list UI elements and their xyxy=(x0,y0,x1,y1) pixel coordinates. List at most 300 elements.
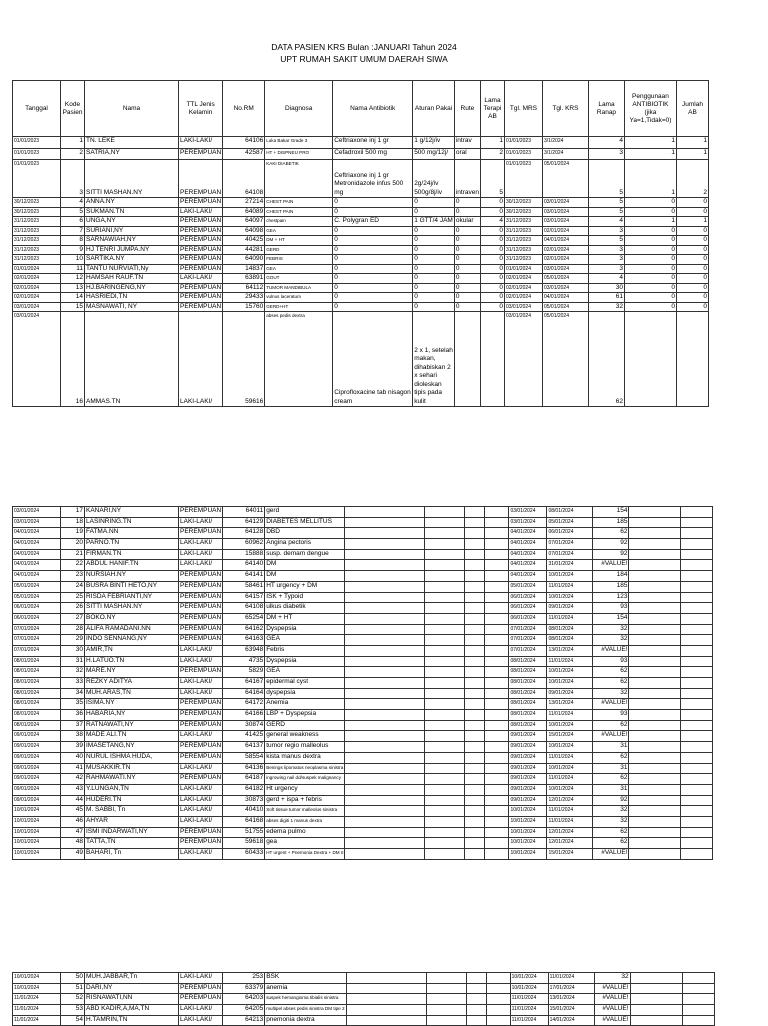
cell-aturan-pakai: 0 xyxy=(413,283,455,293)
cell-kode-pasien: 26 xyxy=(61,603,85,614)
cell-lama-terapi xyxy=(485,774,509,785)
cell-diagnosa: DM + HT xyxy=(265,236,333,246)
cell-tanggal: 03/01/2024 xyxy=(13,302,61,312)
table-row xyxy=(13,784,713,795)
cell-tgl-krs: 12/01/2024 xyxy=(547,795,593,806)
cell-tgl-krs: 11/01/2024 xyxy=(547,710,593,721)
cell-tgl-mrs: 06/01/2024 xyxy=(509,603,547,614)
cell-kode-pasien: 16 xyxy=(61,312,85,407)
cell-aturan-pakai: 0 xyxy=(413,236,455,246)
table-row xyxy=(13,592,713,603)
table-row xyxy=(13,667,713,678)
cell-no-rm: 64089 xyxy=(223,207,265,217)
table-row xyxy=(13,973,715,984)
cell-tgl-mrs: 08/01/2024 xyxy=(509,678,547,689)
cell-jenis-kelamin: PEREMPUAN xyxy=(180,217,222,224)
cell-tgl-krs: 11/01/2024 xyxy=(548,973,594,984)
cell-tgl-krs: 09/01/2024 xyxy=(547,603,593,614)
cell-nama-antibiotik xyxy=(345,667,425,678)
cell-kode-pasien: 3 xyxy=(61,160,85,198)
cell-diagnosa: GERD xyxy=(265,245,333,255)
cell-tanggal: 31/12/2023 xyxy=(13,226,61,236)
cell-no-rm: 64168 xyxy=(223,816,265,827)
cell-tgl-mrs: 11/01/2024 xyxy=(510,1015,548,1026)
cell-penggunaan-ab: 0 xyxy=(624,283,676,293)
cell-no-rm: 64098 xyxy=(223,226,265,236)
cell-rute: okular xyxy=(454,217,480,227)
cell-jenis-kelamin: PEREMPUAN xyxy=(179,774,223,785)
cell-lama-terapi xyxy=(485,571,509,582)
cell-penggunaan-ab xyxy=(629,656,681,667)
table-row xyxy=(13,255,709,265)
cell-nama-antibiotik: 0 xyxy=(333,293,413,303)
cell-rute xyxy=(465,517,485,528)
cell-no-rm: 29433 xyxy=(223,293,265,303)
cell-aturan-pakai: 0 xyxy=(413,264,455,274)
table-row xyxy=(13,236,709,246)
cell-nama: FIRMAN.TN xyxy=(85,549,179,560)
cell-lama-terapi: 0 xyxy=(480,245,504,255)
cell-nama: HJ.BARINGENG,NY xyxy=(85,283,179,293)
cell-nama-antibiotik xyxy=(346,994,426,1005)
cell-penggunaan-ab xyxy=(629,849,681,860)
cell-jenis-kelamin: LAKI-LAKI/ xyxy=(179,816,223,827)
cell-penggunaan-ab xyxy=(629,763,681,774)
cell-rute xyxy=(465,795,485,806)
cell-nama-antibiotik xyxy=(345,571,425,582)
cell-nama-antibiotik xyxy=(345,624,425,635)
cell-rute xyxy=(466,973,486,984)
cell-penggunaan-ab xyxy=(629,827,681,838)
table-row xyxy=(13,264,709,274)
cell-lama-ranap: 3 xyxy=(588,264,624,274)
cell-no-rm: 64187 xyxy=(223,774,265,785)
cell-nama-antibiotik xyxy=(345,688,425,699)
cell-nama-antibiotik xyxy=(345,635,425,646)
table-row xyxy=(13,302,709,312)
cell-nama: HAMSAH RAUF.TN xyxy=(85,274,179,284)
cell-rute xyxy=(465,507,485,518)
cell-kode-pasien: 46 xyxy=(61,816,85,827)
cell-rute xyxy=(465,731,485,742)
cell-lama-ranap: 3 xyxy=(588,149,624,160)
cell-aturan-pakai xyxy=(425,774,465,785)
cell-rute xyxy=(465,624,485,635)
cell-tanggal: 07/01/2024 xyxy=(13,635,61,646)
cell-tanggal: 09/01/2024 xyxy=(13,795,61,806)
cell-jumlah-ab: 0 xyxy=(676,226,708,236)
cell-penggunaan-ab: 0 xyxy=(624,236,676,246)
cell-diagnosa: anemia xyxy=(265,983,346,994)
cell-penggunaan-ab xyxy=(629,699,681,710)
table-row xyxy=(13,624,713,635)
cell-tgl-mrs: 06/01/2024 xyxy=(509,613,547,624)
cell-tgl-krs: 03/01/2024 xyxy=(542,198,588,208)
cell-tanggal: 05/01/2024 xyxy=(13,581,61,592)
cell-tgl-krs: 04/01/2024 xyxy=(542,236,588,246)
cell-lama-terapi xyxy=(485,720,509,731)
cell-nama-antibiotik xyxy=(345,827,425,838)
cell-no-rm: 30874 xyxy=(223,720,265,731)
cell-tanggal: 08/01/2024 xyxy=(13,667,61,678)
cell-tgl-mrs: 10/01/2024 xyxy=(509,838,547,849)
cell-jenis-kelamin: LAKI-LAKI/ xyxy=(179,645,223,656)
cell-kode-pasien: 30 xyxy=(61,645,85,656)
cell-rute: oral xyxy=(454,149,480,160)
cell-penggunaan-ab xyxy=(629,603,681,614)
cell-tgl-mrs: 05/01/2024 xyxy=(509,581,547,592)
cell-tanggal: 08/01/2024 xyxy=(13,710,61,721)
cell-tgl-krs: 03/01/2024 xyxy=(542,217,588,227)
cell-aturan-pakai xyxy=(426,983,466,994)
cell-jenis-kelamin: PEREMPUAN xyxy=(179,720,223,731)
cell-diagnosa: HT urgency + DM xyxy=(265,581,345,592)
cell-nama: SITTI MASHAN.NY xyxy=(85,603,179,614)
cell-tgl-mrs: 31/12/2023 xyxy=(504,236,542,246)
cell-lama-ranap: 123 xyxy=(593,592,629,603)
cell-nama-antibiotik: 0 xyxy=(333,226,413,236)
table-row xyxy=(13,795,713,806)
column-header-rute: Rute xyxy=(454,81,480,137)
cell-nama-antibiotik xyxy=(345,784,425,795)
cell-nama-antibiotik xyxy=(345,763,425,774)
cell-tanggal: 02/01/2024 xyxy=(13,293,61,303)
cell-lama-terapi xyxy=(485,635,509,646)
cell-lama-terapi: 4 xyxy=(480,217,504,227)
cell-tgl-mrs: 03/01/2024 xyxy=(509,507,547,518)
cell-rute xyxy=(465,849,485,860)
cell-tanggal: 08/01/2024 xyxy=(13,678,61,689)
cell-jenis-kelamin: PEREMPUAN xyxy=(179,149,223,160)
cell-diagnosa: abses digiti 1 manus dextra xyxy=(265,816,345,827)
cell-tanggal: 01/01/2024 xyxy=(13,264,61,274)
cell-diagnosa: chestpain xyxy=(265,217,333,227)
cell-aturan-pakai xyxy=(425,539,465,550)
cell-nama-antibiotik: Ceftriaxone inj 1 gr Metronidazole infus 500 mg xyxy=(333,160,413,198)
table-row xyxy=(13,1015,715,1026)
cell-kode-pasien: 52 xyxy=(61,994,85,1005)
cell-diagnosa: Angina pectoris xyxy=(265,539,345,550)
cell-lama-terapi: 0 xyxy=(480,226,504,236)
cell-tanggal: 04/01/2024 xyxy=(13,549,61,560)
cell-jumlah-ab xyxy=(681,699,713,710)
cell-diagnosa: Anemia xyxy=(265,699,345,710)
cell-tanggal: 09/01/2024 xyxy=(13,731,61,742)
cell-jumlah-ab: 0 xyxy=(676,302,708,312)
cell-rute: 0 xyxy=(454,236,480,246)
cell-aturan-pakai: 0 xyxy=(413,207,455,217)
table-row xyxy=(13,774,713,785)
cell-nama: ISMI INDARWATI,NY xyxy=(85,827,179,838)
cell-nama-antibiotik xyxy=(346,1015,426,1026)
cell-jenis-kelamin: LAKI-LAKI/ xyxy=(179,560,223,571)
cell-diagnosa: gea xyxy=(265,838,345,849)
cell-no-rm: 64213 xyxy=(223,1015,265,1026)
cell-kode-pasien: 27 xyxy=(61,613,85,624)
cell-tgl-mrs: 08/01/2024 xyxy=(509,699,547,710)
cell-penggunaan-ab xyxy=(630,994,682,1005)
cell-jenis-kelamin: LAKI-LAKI/ xyxy=(179,806,223,817)
cell-lama-ranap: 32 xyxy=(588,302,624,312)
cell-tanggal: 03/01/2024 xyxy=(13,312,61,407)
cell-jumlah-ab xyxy=(681,603,713,614)
cell-diagnosa: GEA xyxy=(265,635,345,646)
table-row xyxy=(13,137,709,149)
column-header-lama-ranap: Lama Ranap xyxy=(588,81,624,137)
cell-no-rm: 40425 xyxy=(223,236,265,246)
cell-rute xyxy=(465,678,485,689)
cell-tanggal: 04/01/2024 xyxy=(13,528,61,539)
cell-kode-pasien: 24 xyxy=(61,581,85,592)
cell-no-rm: 5829 xyxy=(223,667,265,678)
cell-tanggal: 31/12/2023 xyxy=(13,217,61,227)
cell-nama: TATTA,TN xyxy=(85,838,179,849)
table-header-row xyxy=(13,81,709,137)
cell-tgl-mrs: 02/01/2024 xyxy=(504,274,542,284)
cell-kode-pasien: 22 xyxy=(61,560,85,571)
cell-tgl-mrs: 04/01/2024 xyxy=(509,528,547,539)
cell-lama-ranap: 30 xyxy=(588,283,624,293)
cell-rute xyxy=(465,720,485,731)
cell-tgl-krs: 11/01/2024 xyxy=(547,806,593,817)
cell-kode-pasien: 2 xyxy=(61,149,85,160)
cell-jumlah-ab xyxy=(682,994,714,1005)
cell-penggunaan-ab xyxy=(630,973,682,984)
cell-nama-antibiotik: 0 xyxy=(333,245,413,255)
cell-nama: INDO SENNANG,NY xyxy=(85,635,179,646)
table-row xyxy=(13,827,713,838)
cell-tanggal: 10/01/2024 xyxy=(13,983,61,994)
cell-tgl-mrs: 09/01/2024 xyxy=(509,752,547,763)
cell-aturan-pakai: 0 xyxy=(413,302,455,312)
cell-diagnosa: GOUT xyxy=(265,274,333,284)
cell-kode-pasien: 43 xyxy=(61,784,85,795)
table-row xyxy=(13,274,709,284)
cell-jumlah-ab xyxy=(681,752,713,763)
cell-diagnosa: ISK + Typoid xyxy=(265,592,345,603)
cell-kode-pasien: 20 xyxy=(61,539,85,550)
cell-kode-pasien: 13 xyxy=(61,283,85,293)
cell-tanggal: 09/01/2024 xyxy=(13,774,61,785)
cell-tgl-mrs: 30/12/2023 xyxy=(504,198,542,208)
cell-tgl-mrs: 07/01/2024 xyxy=(509,635,547,646)
cell-lama-terapi: 0 xyxy=(480,302,504,312)
cell-tanggal: 10/01/2024 xyxy=(13,827,61,838)
cell-penggunaan-ab: 0 xyxy=(624,302,676,312)
cell-lama-terapi xyxy=(485,603,509,614)
cell-kode-pasien: 6 xyxy=(61,217,85,227)
cell-kode-pasien: 35 xyxy=(61,699,85,710)
cell-rute xyxy=(465,539,485,550)
cell-no-rm: 63948 xyxy=(223,645,265,656)
cell-nama: RATNAWATI,NY xyxy=(85,720,179,731)
cell-jenis-kelamin: LAKI-LAKI/ xyxy=(179,207,223,217)
table-row xyxy=(13,645,713,656)
cell-aturan-pakai: 0 xyxy=(413,255,455,265)
cell-lama-ranap: 31 xyxy=(593,742,629,753)
cell-tanggal: 11/01/2024 xyxy=(13,1015,61,1026)
cell-no-rm: 64140 xyxy=(223,560,265,571)
cell-lama-ranap: 154 xyxy=(593,613,629,624)
cell-jenis-kelamin: LAKI-LAKI/ xyxy=(179,678,223,689)
cell-tgl-mrs: 04/01/2024 xyxy=(509,539,547,550)
cell-lama-terapi xyxy=(485,731,509,742)
cell-jumlah-ab xyxy=(681,656,713,667)
cell-tgl-krs: 13/01/2024 xyxy=(548,994,594,1005)
cell-aturan-pakai xyxy=(425,667,465,678)
cell-tgl-krs: 02/01/2024 xyxy=(542,226,588,236)
cell-jumlah-ab: 1 xyxy=(676,217,708,227)
cell-tanggal: 10/01/2024 xyxy=(13,806,61,817)
cell-nama-antibiotik xyxy=(345,539,425,550)
cell-diagnosa: DM + HT xyxy=(265,613,345,624)
cell-diagnosa: GEA xyxy=(265,667,345,678)
cell-penggunaan-ab xyxy=(629,549,681,560)
cell-aturan-pakai xyxy=(425,507,465,518)
cell-tgl-mrs: 08/01/2024 xyxy=(509,688,547,699)
table-row xyxy=(13,849,713,860)
cell-diagnosa: Soft tissue tumor malleolus sinistra xyxy=(265,806,345,817)
table-row xyxy=(13,731,713,742)
cell-kode-pasien: 48 xyxy=(61,838,85,849)
cell-lama-terapi xyxy=(485,656,509,667)
cell-tanggal: 01/01/2023 xyxy=(13,149,61,160)
cell-tgl-mrs: 10/01/2024 xyxy=(509,849,547,860)
cell-no-rm: 41425 xyxy=(223,731,265,742)
cell-aturan-pakai xyxy=(425,592,465,603)
cell-lama-terapi xyxy=(485,613,509,624)
cell-kode-pasien: 50 xyxy=(61,973,85,984)
cell-nama: SURIANI,NY xyxy=(85,226,179,236)
cell-tanggal: 30/12/2023 xyxy=(13,207,61,217)
cell-tgl-mrs: 11/01/2024 xyxy=(510,1005,548,1016)
cell-tgl-krs: 02/01/2024 xyxy=(542,245,588,255)
cell-diagnosa: KAKI DIABETIK xyxy=(265,160,333,198)
column-header-nama-antibiotik: Nama Antibiotik xyxy=(333,81,413,137)
cell-aturan-pakai xyxy=(425,635,465,646)
cell-jenis-kelamin: LAKI-LAKI/ xyxy=(179,549,223,560)
cell-tgl-mrs: 07/01/2024 xyxy=(509,624,547,635)
cell-nama-antibiotik xyxy=(345,774,425,785)
cell-lama-terapi xyxy=(485,784,509,795)
cell-lama-terapi xyxy=(485,678,509,689)
cell-lama-ranap: #VALUE! xyxy=(593,849,629,860)
cell-nama: FATMA.NN xyxy=(85,528,179,539)
cell-lama-ranap: 3 xyxy=(588,245,624,255)
cell-tgl-krs: 07/01/2024 xyxy=(547,549,593,560)
cell-lama-ranap: 93 xyxy=(593,710,629,721)
cell-nama: SATRIA,NY xyxy=(85,149,179,160)
cell-aturan-pakai xyxy=(425,816,465,827)
cell-kode-pasien: 37 xyxy=(61,720,85,731)
cell-tgl-mrs: 03/01/2024 xyxy=(509,517,547,528)
cell-jumlah-ab xyxy=(682,1005,714,1016)
column-header-aturan-pakai: Aturan Pakai xyxy=(413,81,455,137)
cell-lama-ranap: 5 xyxy=(588,160,624,198)
cell-rute xyxy=(465,635,485,646)
cell-aturan-pakai xyxy=(426,994,466,1005)
cell-tgl-mrs: 04/01/2024 xyxy=(509,549,547,560)
cell-jumlah-ab xyxy=(681,581,713,592)
cell-penggunaan-ab xyxy=(629,667,681,678)
cell-diagnosa: suspek hemangioma tibialis sinistra xyxy=(265,994,346,1005)
cell-penggunaan-ab: 1 xyxy=(624,217,676,227)
cell-tgl-krs: 10/01/2024 xyxy=(547,720,593,731)
cell-aturan-pakai: 0 xyxy=(413,198,455,208)
column-header-kode-pasien: Kode Pasien xyxy=(61,81,85,137)
cell-tgl-krs: 10/01/2024 xyxy=(547,678,593,689)
column-header-tgl-mrs: Tgl. MRS xyxy=(504,81,542,137)
cell-tgl-krs: 04/01/2024 xyxy=(542,293,588,303)
cell-penggunaan-ab: 0 xyxy=(624,198,676,208)
cell-kode-pasien: 4 xyxy=(61,198,85,208)
cell-aturan-pakai xyxy=(425,613,465,624)
table-row xyxy=(13,539,713,550)
cell-penggunaan-ab xyxy=(629,742,681,753)
cell-nama-antibiotik xyxy=(345,656,425,667)
cell-penggunaan-ab xyxy=(629,571,681,582)
cell-tgl-krs: 10/01/2024 xyxy=(547,742,593,753)
cell-kode-pasien: 49 xyxy=(61,849,85,860)
cell-jumlah-ab xyxy=(681,827,713,838)
cell-nama-antibiotik xyxy=(345,560,425,571)
table-row xyxy=(13,198,709,208)
cell-jumlah-ab: 0 xyxy=(676,236,708,246)
cell-tanggal: 09/01/2024 xyxy=(13,752,61,763)
cell-aturan-pakai xyxy=(425,784,465,795)
cell-kode-pasien: 47 xyxy=(61,827,85,838)
cell-tgl-krs: 15/01/2024 xyxy=(548,1005,594,1016)
cell-tanggal: 02/01/2024 xyxy=(13,274,61,284)
cell-kode-pasien: 5 xyxy=(61,207,85,217)
cell-diagnosa: Ht urgency xyxy=(265,784,345,795)
cell-lama-terapi xyxy=(485,549,509,560)
cell-no-rm: 65254 xyxy=(223,613,265,624)
cell-lama-ranap: #VALUE! xyxy=(594,1015,630,1026)
cell-penggunaan-ab xyxy=(630,1005,682,1016)
cell-tanggal: 02/01/2024 xyxy=(13,283,61,293)
cell-nama: AMIR,TN xyxy=(85,645,179,656)
cell-lama-terapi xyxy=(485,624,509,635)
cell-rute xyxy=(466,1015,486,1026)
cell-rute xyxy=(466,994,486,1005)
table-row xyxy=(13,603,713,614)
cell-jumlah-ab: 0 xyxy=(676,207,708,217)
cell-nama: MADE ALI.TN xyxy=(85,731,179,742)
cell-diagnosa: ulkus diabetik xyxy=(265,603,345,614)
cell-kode-pasien: 41 xyxy=(61,763,85,774)
cell-lama-terapi: 0 xyxy=(480,283,504,293)
cell-kode-pasien: 17 xyxy=(61,507,85,518)
page-subtitle: UPT RUMAH SAKIT UMUM DAERAH SIWA xyxy=(280,54,448,64)
cell-no-rm: 64182 xyxy=(223,784,265,795)
cell-no-rm: 64166 xyxy=(223,710,265,721)
cell-nama: HJ TENRI JUMPA.NY xyxy=(85,245,179,255)
cell-jenis-kelamin: PEREMPUAN xyxy=(180,293,222,300)
cell-tanggal: 10/01/2024 xyxy=(13,838,61,849)
cell-nama-antibiotik xyxy=(346,1005,426,1016)
cell-nama-antibiotik: 0 xyxy=(333,198,413,208)
cell-rute: intrav xyxy=(454,137,480,149)
cell-diagnosa: pnemonia dextra xyxy=(265,1015,346,1026)
cell-jenis-kelamin: PEREMPUAN xyxy=(180,255,222,262)
cell-nama-antibiotik xyxy=(345,720,425,731)
table-row xyxy=(13,528,713,539)
cell-jumlah-ab: 0 xyxy=(676,245,708,255)
cell-tgl-krs: 11/01/2024 xyxy=(547,774,593,785)
cell-jenis-kelamin: PEREMPUAN xyxy=(180,302,222,310)
cell-kode-pasien: 11 xyxy=(61,264,85,274)
